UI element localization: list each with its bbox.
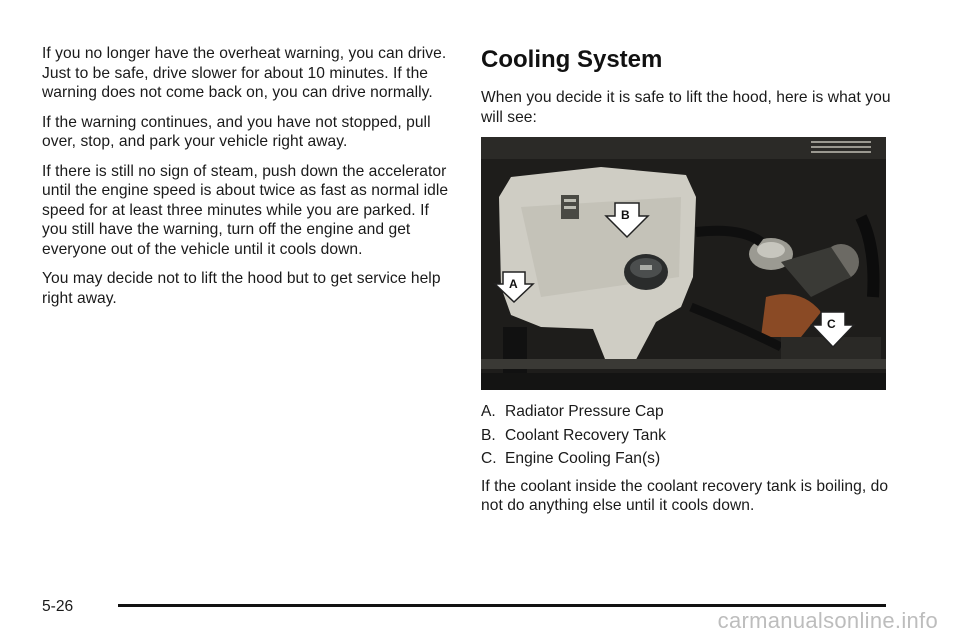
caption-item [481,449,891,469]
marker-c-label: C [827,317,836,331]
caption-letter: A. [481,403,496,420]
closing-paragraph: If the coolant inside the coolant recovery tank is boiling, do not do anything else until it cools down. [481,477,889,514]
marker-b-label: B [621,208,630,222]
paragraph: If you no longer have the overheat warning, you can drive. Just to be safe, drive slower for about 10 minutes. If the warning does not come back on, you can drive normally. [42,45,447,101]
paragraph: If there is still no sign of steam, push down the accelerator until the engine speed is about twice as fast as normal idle speed for at least three minutes while you are parked. If you still have the warning, turn off the engine and get everyone out of the vehicle until it cools down. [42,162,449,258]
engine-bay-photo [481,137,886,390]
section-heading: Cooling System [481,46,663,73]
left-column [42,44,454,318]
caption-text: Engine Cooling Fan(s) [505,450,661,467]
intro-paragraph: When you decide it is safe to lift the hood, here is what you will see: [481,89,891,126]
caption-text: Radiator Pressure Cap [505,403,664,420]
caption-text: Coolant Recovery Tank [505,426,666,444]
right-column [481,44,891,526]
caption-item [481,402,891,422]
caption-letter: C. [481,450,497,467]
paragraph: If the warning continues, and you have not stopped, pull over, stop, and park your vehicle right away. [42,113,431,150]
caption-letter: B. [481,426,496,444]
watermark: carmanualsonline.info [717,608,938,633]
footer-rule [118,604,886,607]
marker-a-label: A [509,277,518,291]
caption-item [481,426,891,446]
page-number: 5-26 [42,598,74,615]
paragraph: You may decide not to lift the hood but to get service help right away. [42,270,441,307]
